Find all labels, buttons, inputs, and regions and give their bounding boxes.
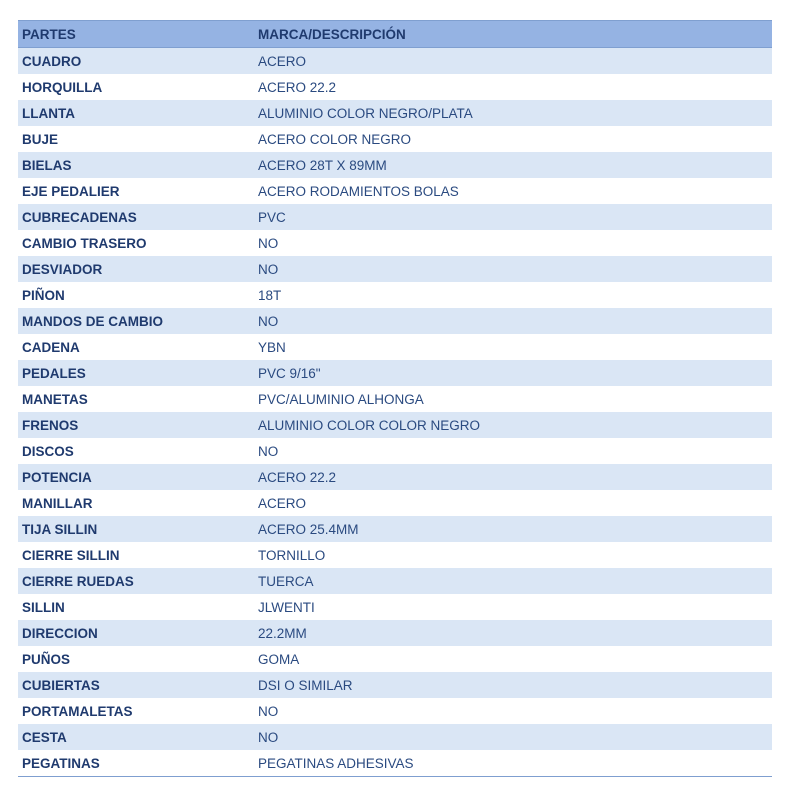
- part-description-cell: ACERO 28T X 89MM: [254, 152, 772, 178]
- table-row: [18, 490, 772, 516]
- part-name-cell: LLANTA: [18, 100, 254, 126]
- table-row: [18, 126, 772, 152]
- header-description: MARCA/DESCRIPCIÓN: [254, 21, 772, 48]
- part-name-cell: HORQUILLA: [18, 74, 254, 100]
- table-row: [18, 152, 772, 178]
- part-description-cell: ACERO 22.2: [254, 464, 772, 490]
- part-name-cell: TIJA SILLIN: [18, 516, 254, 542]
- table-header: [18, 21, 772, 48]
- table-row: [18, 412, 772, 438]
- part-description-cell: ACERO: [254, 48, 772, 75]
- table-row: [18, 750, 772, 777]
- part-description-cell: TORNILLO: [254, 542, 772, 568]
- part-description-cell: 18T: [254, 282, 772, 308]
- part-name-cell: DESVIADOR: [18, 256, 254, 282]
- part-name-cell: CESTA: [18, 724, 254, 750]
- part-description-cell: NO: [254, 308, 772, 334]
- part-description-cell: ALUMINIO COLOR COLOR NEGRO: [254, 412, 772, 438]
- part-description-cell: GOMA: [254, 646, 772, 672]
- part-name-cell: FRENOS: [18, 412, 254, 438]
- part-description-cell: ACERO 25.4MM: [254, 516, 772, 542]
- part-description-cell: ACERO: [254, 490, 772, 516]
- table-row: [18, 516, 772, 542]
- part-name-cell: DIRECCION: [18, 620, 254, 646]
- table-row: [18, 334, 772, 360]
- table-row: [18, 100, 772, 126]
- part-name-cell: CUBIERTAS: [18, 672, 254, 698]
- part-description-cell: ACERO 22.2: [254, 74, 772, 100]
- table-body: [18, 48, 772, 777]
- part-name-cell: SILLIN: [18, 594, 254, 620]
- part-name-cell: POTENCIA: [18, 464, 254, 490]
- part-description-cell: PVC 9/16": [254, 360, 772, 386]
- part-name-cell: CIERRE RUEDAS: [18, 568, 254, 594]
- part-description-cell: PVC: [254, 204, 772, 230]
- part-description-cell: NO: [254, 230, 772, 256]
- part-name-cell: PUÑOS: [18, 646, 254, 672]
- table-row: [18, 360, 772, 386]
- part-name-cell: MANILLAR: [18, 490, 254, 516]
- part-description-cell: NO: [254, 698, 772, 724]
- part-name-cell: DISCOS: [18, 438, 254, 464]
- part-description-cell: TUERCA: [254, 568, 772, 594]
- part-name-cell: BUJE: [18, 126, 254, 152]
- table-row: [18, 178, 772, 204]
- part-name-cell: PIÑON: [18, 282, 254, 308]
- table-row: [18, 308, 772, 334]
- table-row: [18, 204, 772, 230]
- part-description-cell: PEGATINAS ADHESIVAS: [254, 750, 772, 777]
- part-name-cell: CUBRECADENAS: [18, 204, 254, 230]
- part-description-cell: NO: [254, 724, 772, 750]
- part-description-cell: NO: [254, 438, 772, 464]
- specs-table: [18, 20, 772, 777]
- part-description-cell: YBN: [254, 334, 772, 360]
- part-description-cell: JLWENTI: [254, 594, 772, 620]
- table-row: [18, 282, 772, 308]
- table-row: [18, 672, 772, 698]
- table-row: [18, 438, 772, 464]
- part-name-cell: BIELAS: [18, 152, 254, 178]
- part-description-cell: NO: [254, 256, 772, 282]
- table-row: [18, 568, 772, 594]
- part-name-cell: PORTAMALETAS: [18, 698, 254, 724]
- table-row: [18, 620, 772, 646]
- part-name-cell: MANDOS DE CAMBIO: [18, 308, 254, 334]
- table-row: [18, 230, 772, 256]
- table-row: [18, 542, 772, 568]
- header-row: [18, 21, 772, 48]
- part-description-cell: ALUMINIO COLOR NEGRO/PLATA: [254, 100, 772, 126]
- header-part: PARTES: [18, 21, 254, 48]
- part-name-cell: CUADRO: [18, 48, 254, 75]
- table-row: [18, 74, 772, 100]
- part-name-cell: CAMBIO TRASERO: [18, 230, 254, 256]
- table-row: [18, 724, 772, 750]
- table-row: [18, 698, 772, 724]
- part-name-cell: MANETAS: [18, 386, 254, 412]
- table-row: [18, 256, 772, 282]
- part-name-cell: CIERRE SILLIN: [18, 542, 254, 568]
- part-description-cell: ACERO RODAMIENTOS BOLAS: [254, 178, 772, 204]
- table-row: [18, 646, 772, 672]
- part-description-cell: DSI O SIMILAR: [254, 672, 772, 698]
- table-row: [18, 386, 772, 412]
- part-name-cell: PEDALES: [18, 360, 254, 386]
- part-description-cell: 22.2MM: [254, 620, 772, 646]
- table-row: [18, 464, 772, 490]
- part-description-cell: PVC/ALUMINIO ALHONGA: [254, 386, 772, 412]
- table-row: [18, 594, 772, 620]
- part-name-cell: PEGATINAS: [18, 750, 254, 777]
- table-row: [18, 48, 772, 75]
- part-description-cell: ACERO COLOR NEGRO: [254, 126, 772, 152]
- part-name-cell: EJE PEDALIER: [18, 178, 254, 204]
- part-name-cell: CADENA: [18, 334, 254, 360]
